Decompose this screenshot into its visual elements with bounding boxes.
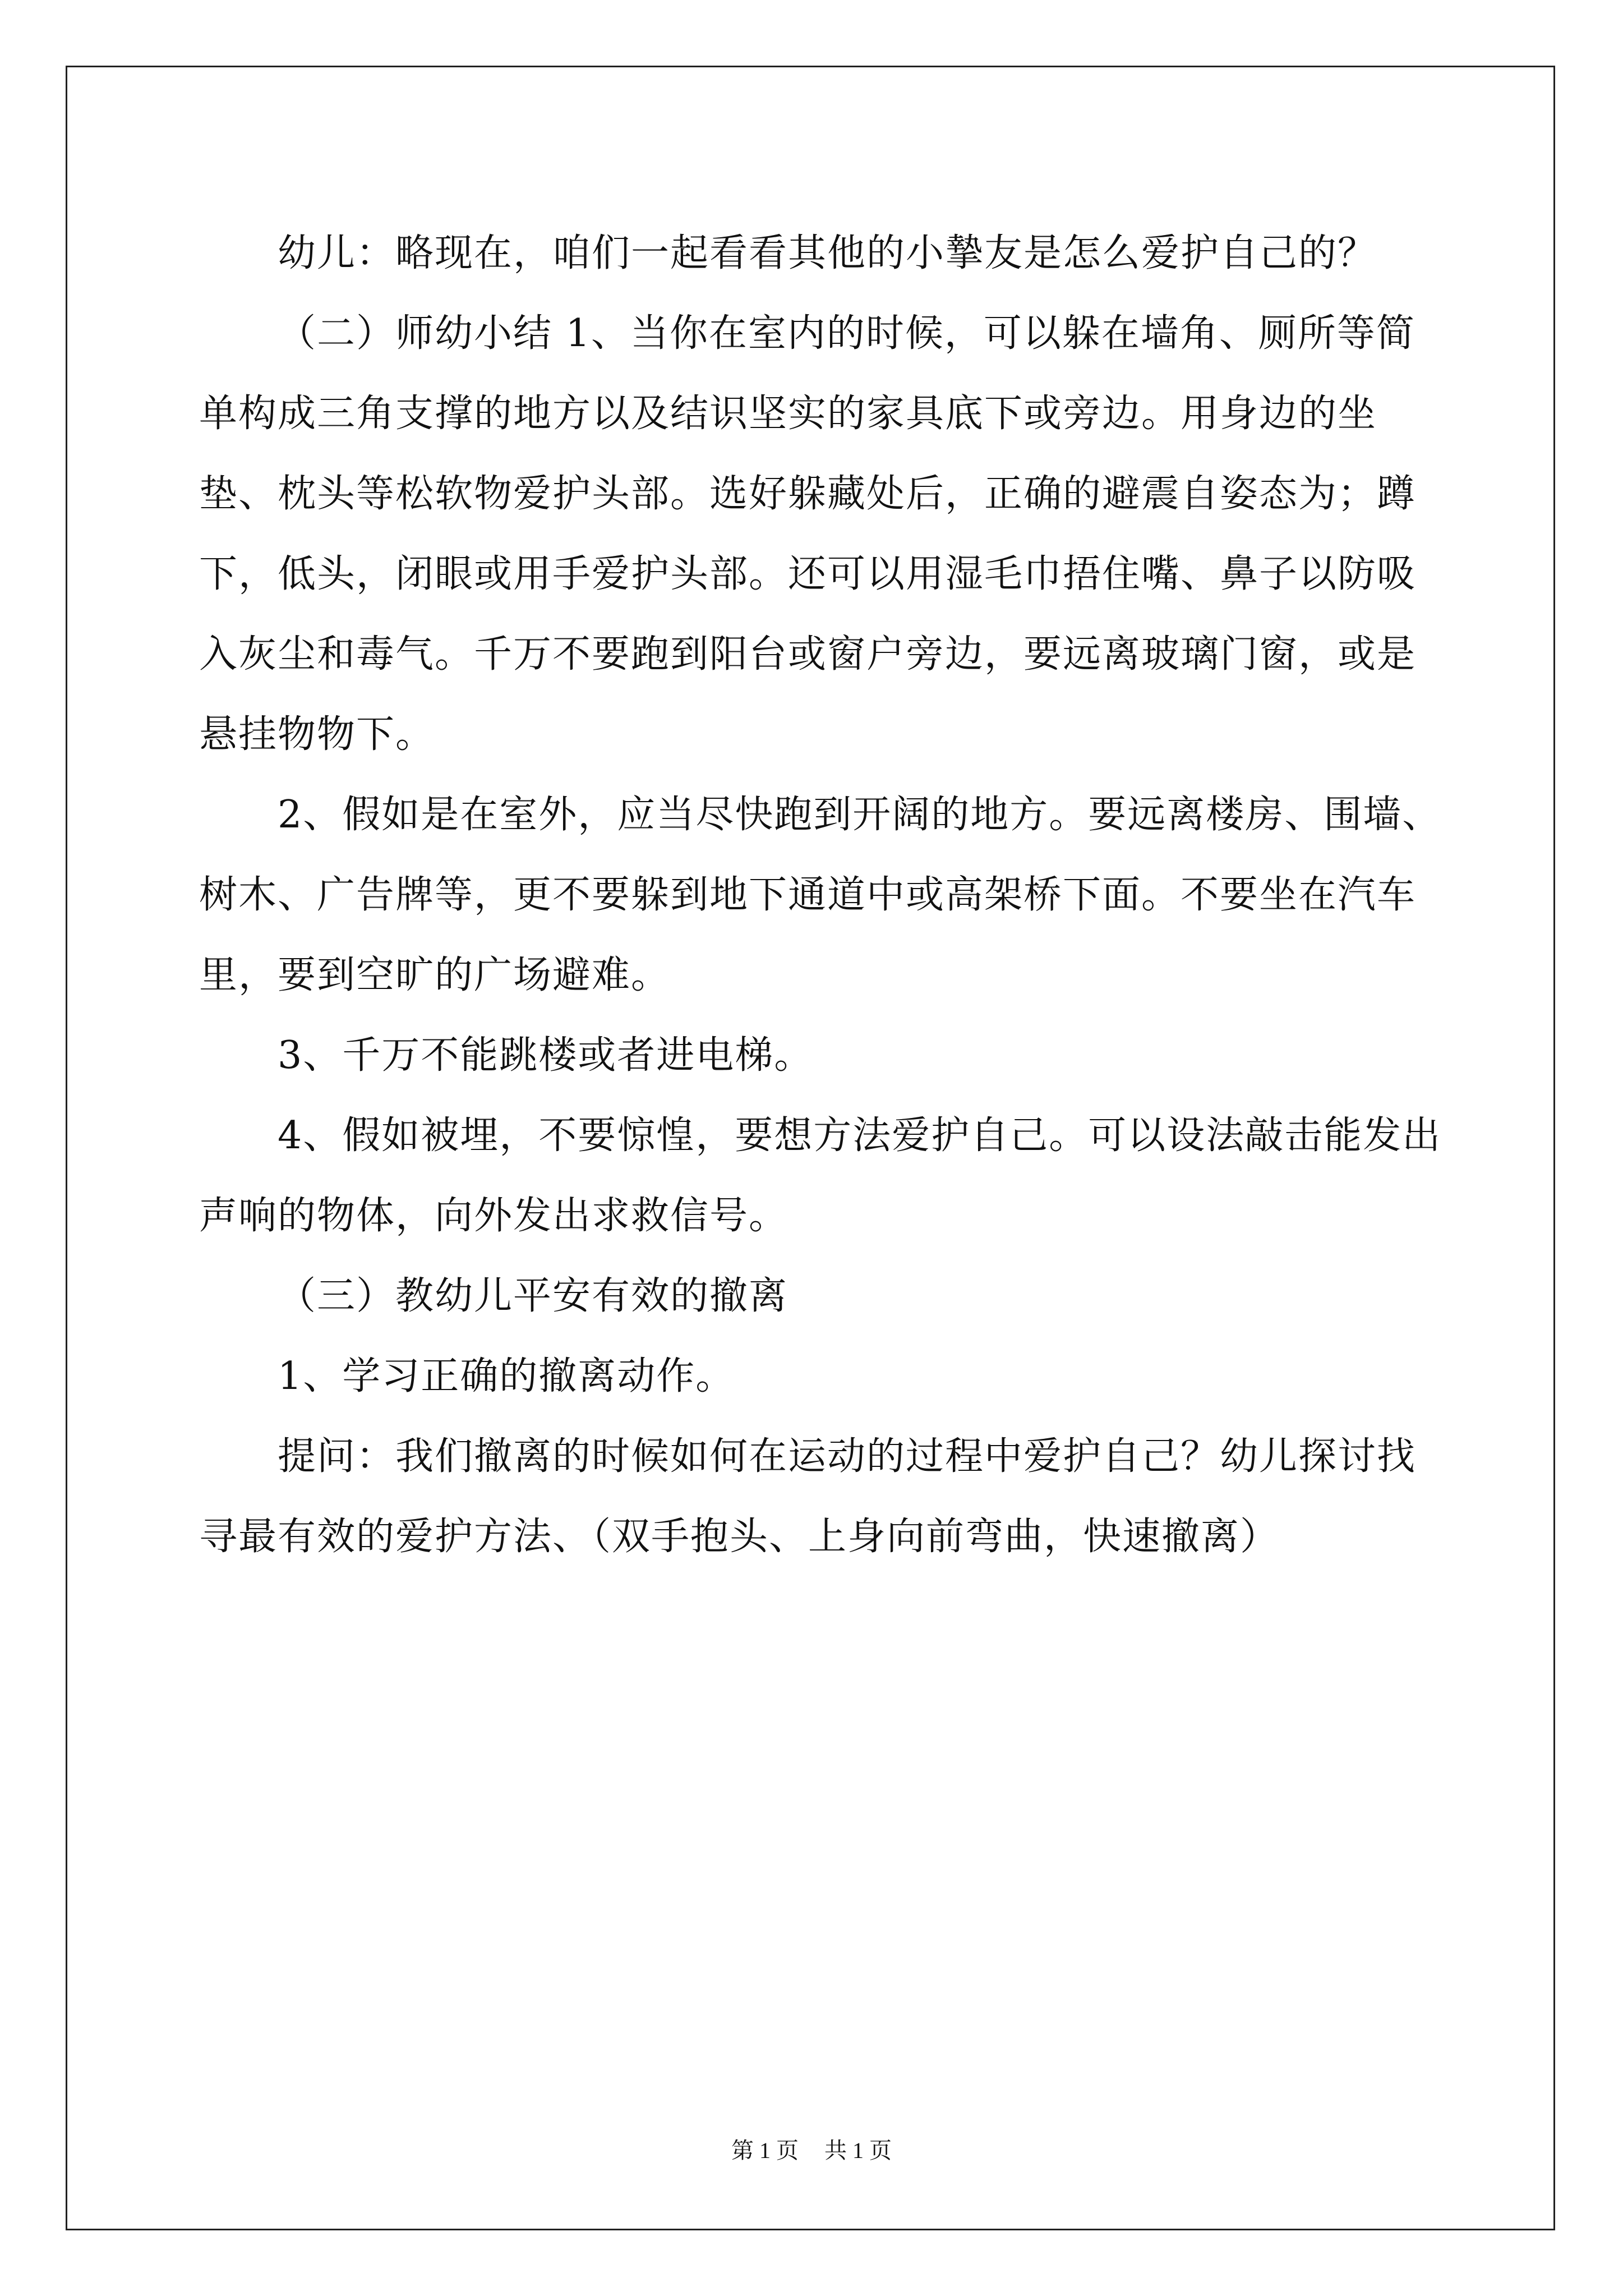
paragraph-4: 3、千万不能跳楼或者进电梯。 <box>278 1033 814 1078</box>
paragraph-3: 2、假如是在室外，应当尽快跑到开阔的地方。要远离楼房、围墙、树木、广告牌等，更不要躲到地下通道中或高架桥下面。不要坐在汽车里，要到空旷的广场避难。 <box>199 793 1442 997</box>
document-body <box>199 213 1444 1577</box>
page-footer <box>0 2133 1623 2165</box>
paragraph-7: 1、学习正确的撤离动作。 <box>278 1354 735 1398</box>
page-number: 第 1 页 <box>731 2138 799 2163</box>
paragraph-6: （三）教幼儿平安有效的撤离 <box>278 1274 789 1318</box>
paragraph-1: 幼儿：略现在，咱们一起看看其他的小摯友是怎么爱护自己的？ <box>278 231 1377 275</box>
paragraph-8: 提问：我们撤离的时候如何在运动的过程中爱护自己？幼儿探讨找寻最有效的爱护方法、（双手抱头、上身向前弯曲，快速撤离） <box>199 1434 1417 1559</box>
page-total: 共 1 页 <box>824 2138 892 2163</box>
paragraph-2: （二）师幼小结 1、当你在室内的时候，可以躲在墙角、厕所等简单构成三角支撑的地方以及结识坚实的家具底下或旁边。用身边的坐垫、枕头等松软物爱护头部。选好躲藏处后，正确的避震自姿态为；蹲下，低头，闭眼或用手爱护头部。还可以用湿毛巾捂住嘴、鼻子以防吸入灰尘和毒气。千万不要跑到阳台或窗户旁边，要远离玻璃门窗，或是悬挂物物下。 <box>199 311 1417 757</box>
paragraph-5: 4、假如被埋，不要惊惶，要想方法爱护自己。可以设法敲击能发出声响的物体，向外发出求救信号。 <box>199 1114 1442 1238</box>
